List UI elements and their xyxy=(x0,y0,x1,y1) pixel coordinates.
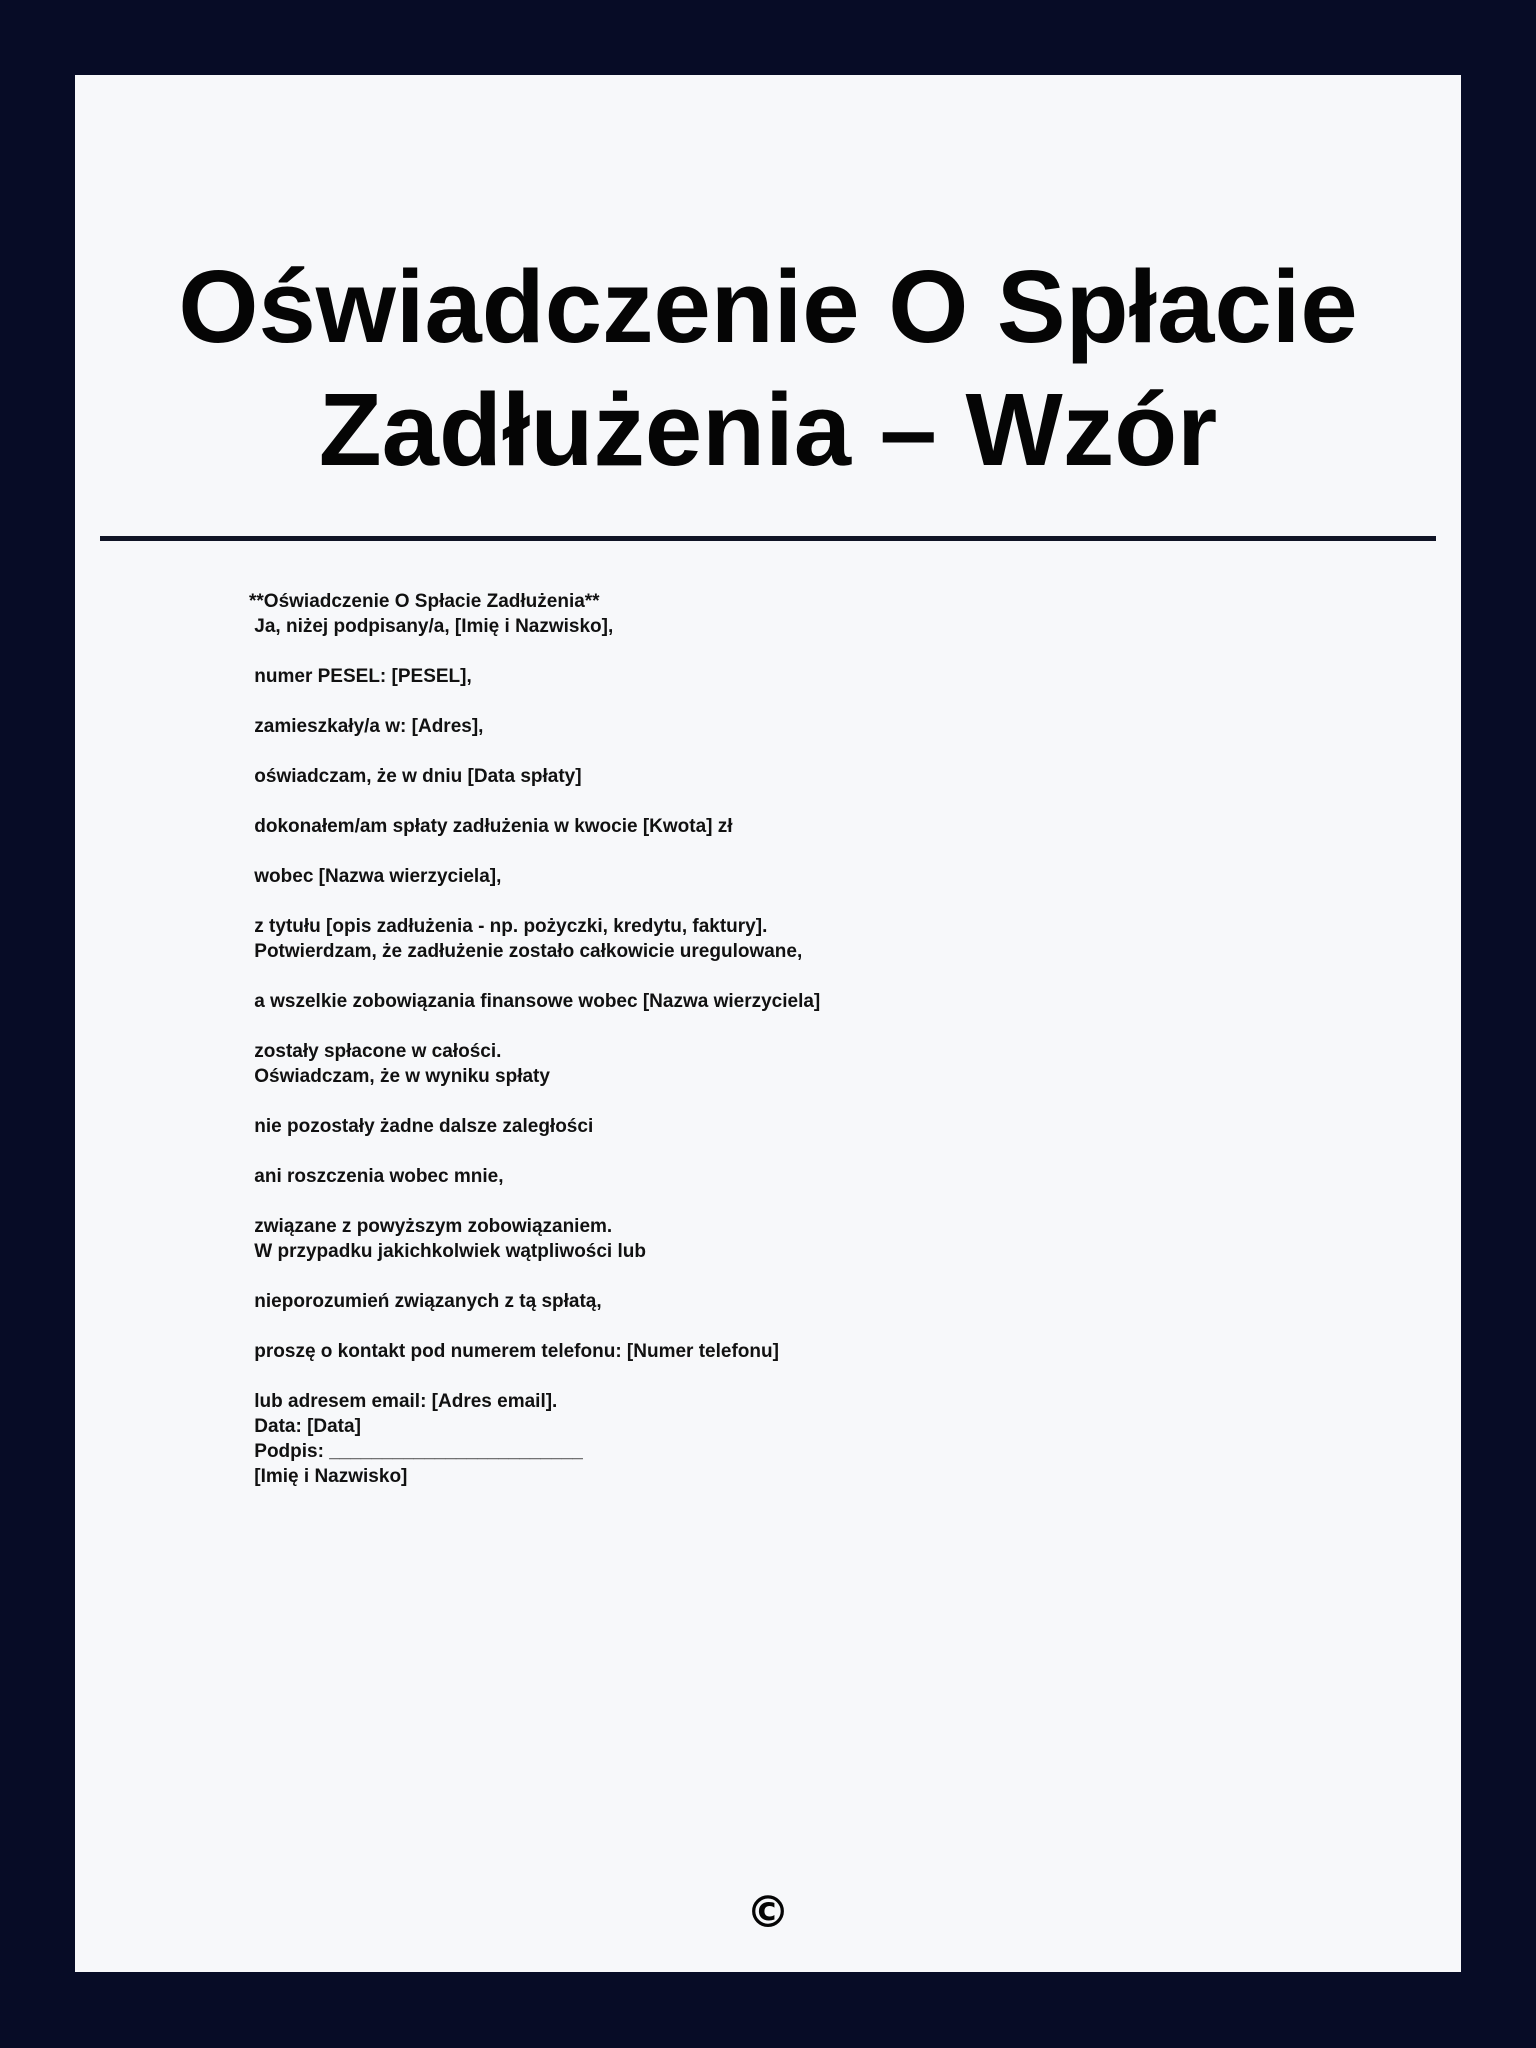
statement-body: **Oświadczenie O Spłacie Zadłużenia** Ja, niżej podpisany/a, [Imię i Nazwisko], numer PESEL: [PESEL], zamieszkały/a w: [Adres], oświadczam, że w dniu [Data spłaty] dokonałem/am spłaty zadłużenia w kwocie [Kwota] zł wobec [Nazwa wierzyciela], z tytułu [opis zadłużenia - np. pożyczki, kredytu, faktury]. Potwierdzam, że zadłużenie zostało całkowicie uregulowane, a wszelkie zobowiązania finansowe wobec [Nazwa wierzyciela] zostały spłacone w całości. Oświadczam, że w wyniku spłaty nie pozostały żadne dalsze zaległości ani roszczenia wobec mnie, związane z powyższym zobowiązaniem. W przypadku jakichkolwiek wątpliwości lub nieporozumień związanych z tą spłatą, proszę o kontakt pod numerem telefonu: [Numer telefonu] lub adresem email: [Adres email]. Data: [Data] Podpis: ________________________ [Imię i Nazwisko] xyxy=(249,591,821,1487)
page-title: Oświadczenie O Spłacie Zadłużenia – Wzór xyxy=(178,249,1358,487)
title-divider xyxy=(100,536,1436,541)
document-page xyxy=(75,75,1461,1972)
copyright-icon: © xyxy=(746,1887,790,1938)
